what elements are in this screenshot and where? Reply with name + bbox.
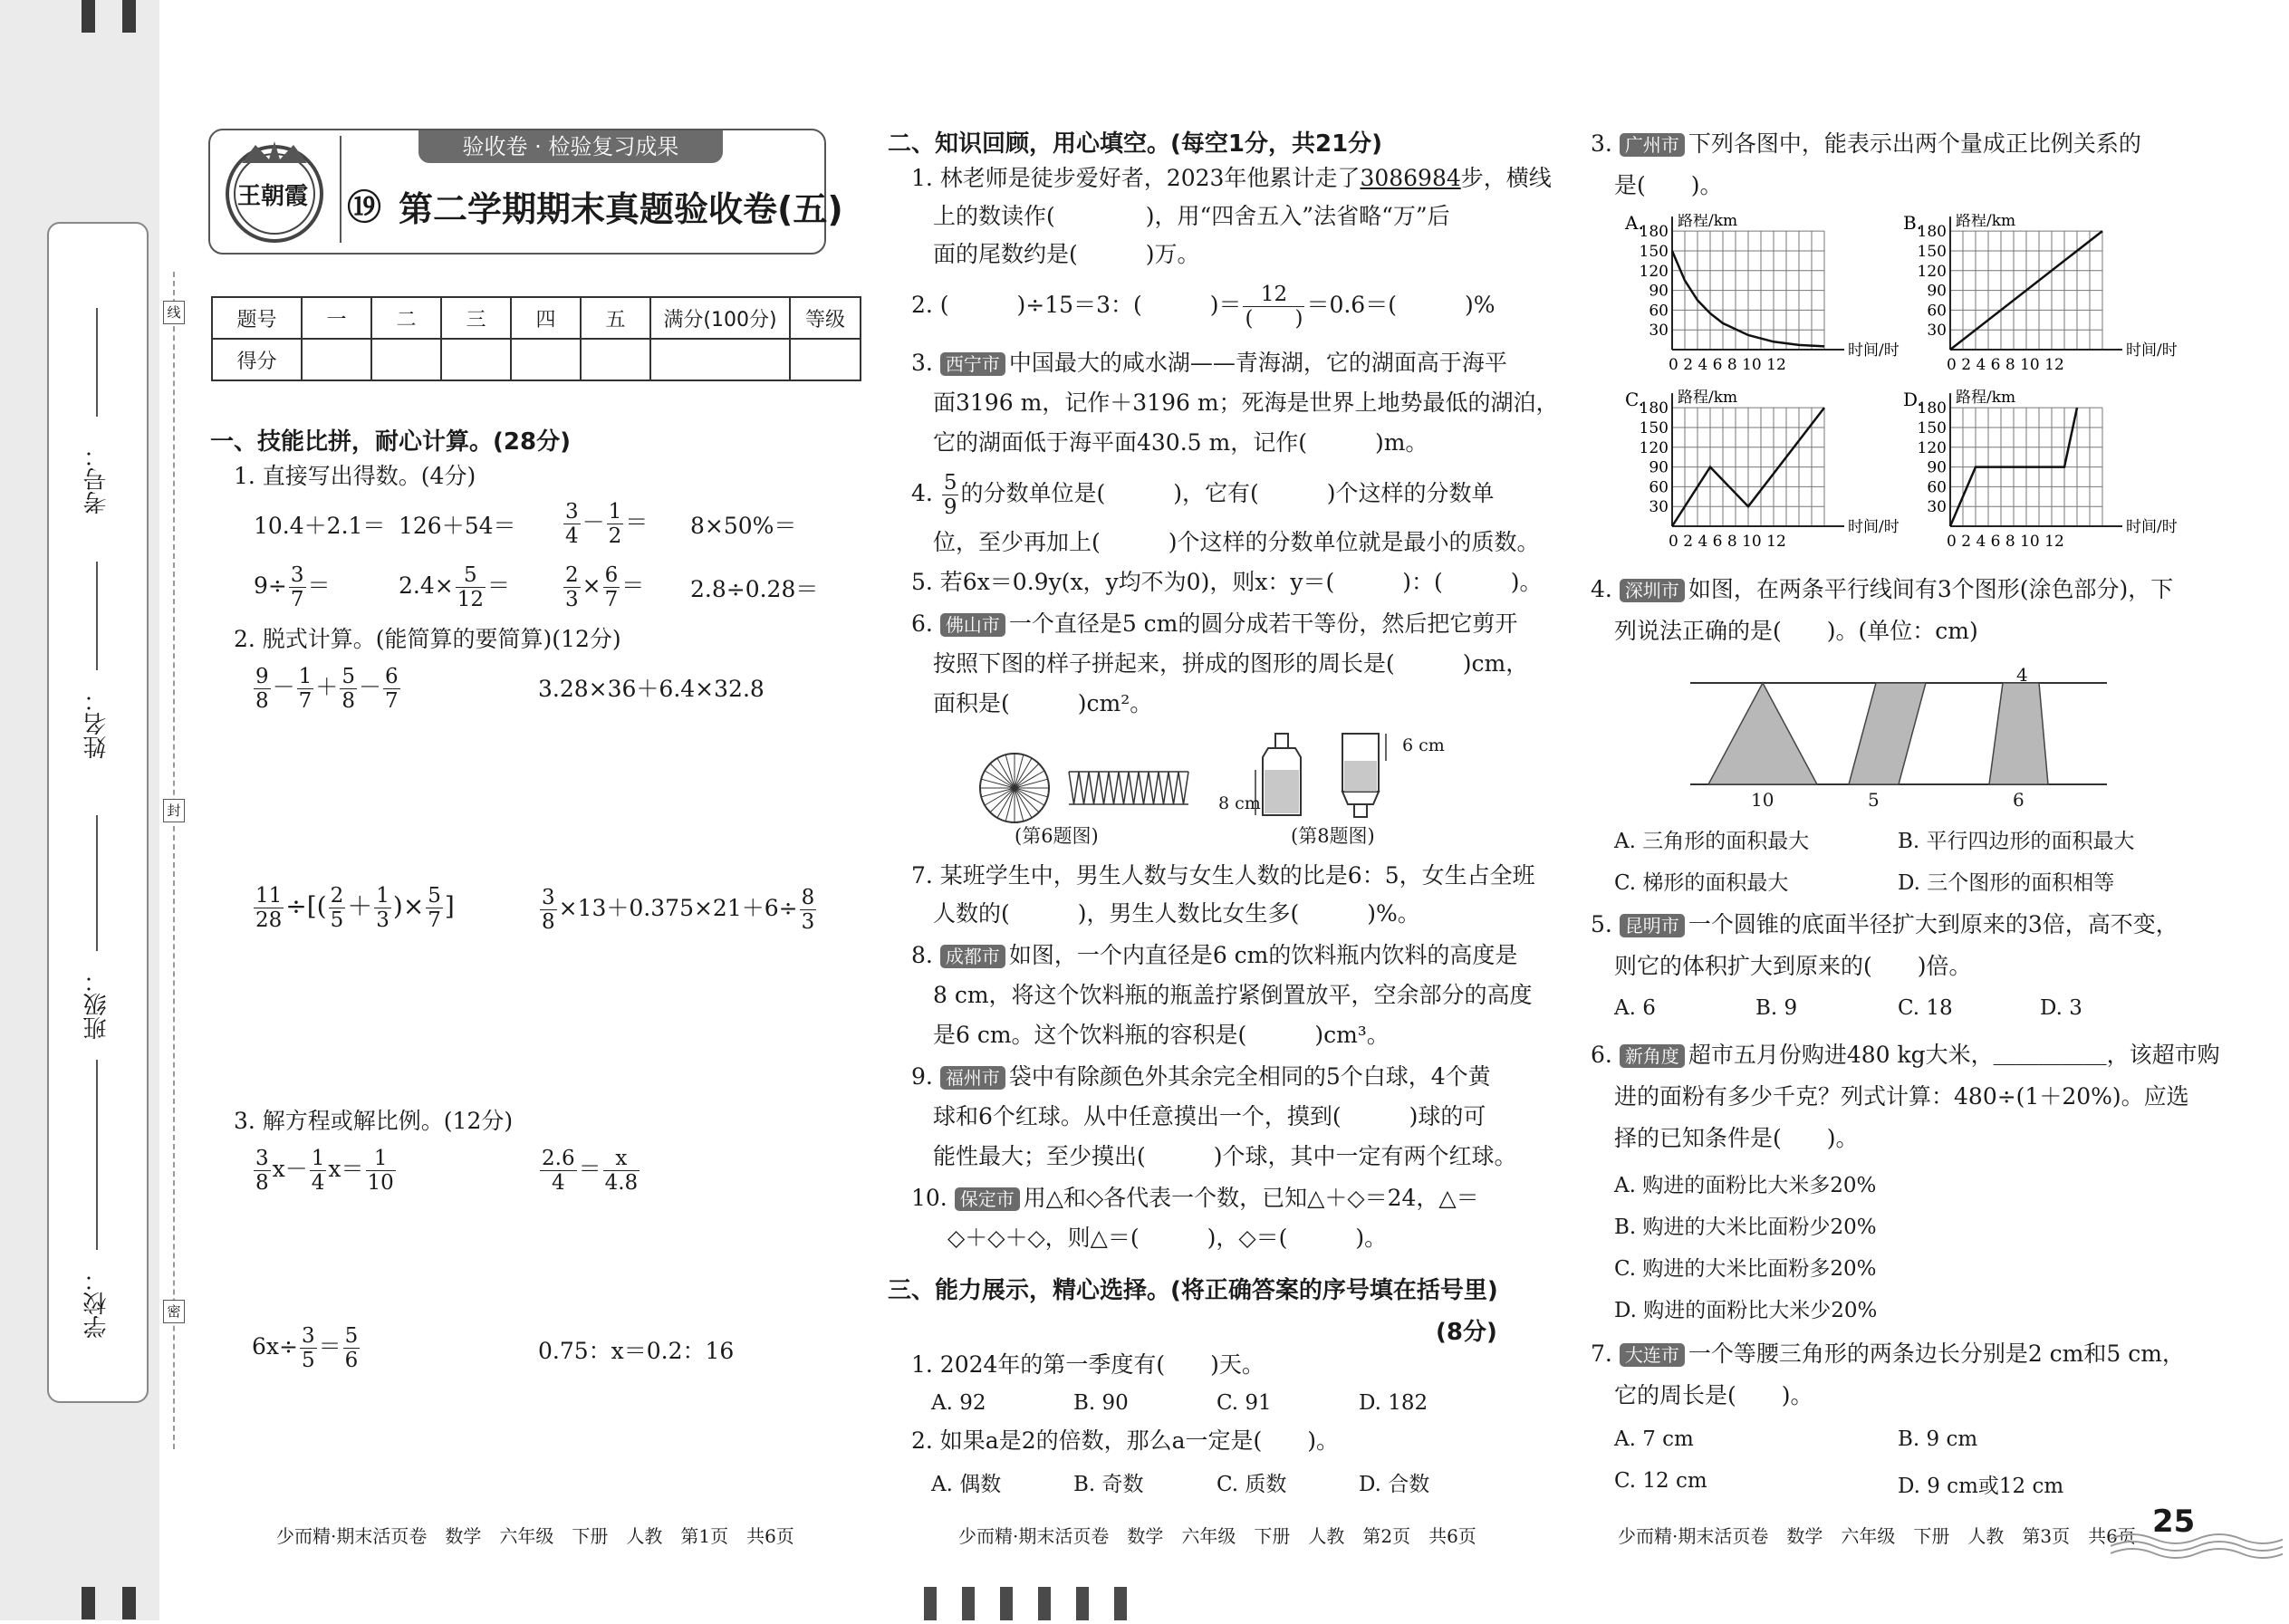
option-a[interactable]: A. 7 cm [1614,1427,1694,1451]
svg-text:150: 150 [1639,242,1669,261]
dim-label: 5 [1868,789,1880,811]
school-label: 学校： [83,1268,111,1339]
question-line: 位，至少再加上( )个这样的分数单位就是最小的质数。 [933,529,1540,555]
registration-bar [122,0,136,33]
wave-decoration [2111,1508,2283,1566]
table-cell: 得分 [212,339,302,380]
svg-text:路程/km: 路程/km [1678,389,1738,408]
section-3-title: 三、能力展示，精心选择。(将正确答案的序号填在括号里) [888,1277,1498,1304]
question: 5. 昆明市 一个圆锥的底面半径扩大到原来的3倍，高不变， [1591,911,2178,937]
svg-text:120: 120 [1639,262,1669,281]
svg-text:0 2 4 6 8 10 12: 0 2 4 6 8 10 12 [1947,356,2064,374]
calc-item: 126＋54＝ [399,513,516,539]
score-cell[interactable] [790,339,861,380]
svg-text:90: 90 [1927,458,1947,477]
score-table [211,296,861,381]
dim-label: 10 [1751,789,1774,811]
score-cell[interactable] [511,339,581,380]
svg-text:60: 60 [1927,478,1947,497]
svg-text:0 2 4 6 8 10 12: 0 2 4 6 8 10 12 [1947,533,2064,551]
svg-text:150: 150 [1917,418,1947,437]
option-c[interactable]: C. 18 [1898,996,1953,1020]
exam-number: ⑲ [347,187,382,227]
name-line [96,562,98,670]
question: 6. 新角度 超市五月份购进480 kg大米，＿＿＿＿＿，该超市购 [1591,1042,2220,1068]
option-d[interactable]: D. 购进的面粉比大米少20% [1614,1299,1878,1322]
question: 1. 直接写出得数。(4分) [234,463,476,489]
option-b[interactable]: B. 平行四边形的面积最大 [1898,830,2135,853]
question: 3. 广州市 下列各图中，能表示出两个量成正比例关系的 [1591,130,2141,157]
svg-text:120: 120 [1639,438,1669,457]
svg-text:时间/时: 时间/时 [1848,518,1899,536]
option-d[interactable]: D. 3 [2040,996,2082,1020]
option-b[interactable]: B. 购进的大米比面粉少20% [1614,1216,1877,1239]
svg-text:路程/km: 路程/km [1678,214,1738,231]
question: 3. 解方程或解比例。(12分) [234,1108,514,1134]
graph-options [1611,214,2199,558]
footer: 少而精·期末活页卷 数学 六年级 下册 人教 第3页 共6页 [1618,1525,2136,1547]
table-cell: 一 [302,297,371,339]
logo-text: 王朝霞 [237,183,309,210]
question: 2. 脱式计算。(能简算的要简算)(12分) [234,626,621,652]
calc-item: 2.8÷0.28＝ [690,576,819,602]
option-c[interactable]: C. 梯形的面积最大 [1614,871,1789,895]
section-2-title: 二、知识回顾，用心填空。(每空1分，共21分) [888,130,1383,158]
svg-text:60: 60 [1927,302,1947,321]
calc-item: 8×50%＝ [690,513,797,539]
question-line: 上的数读作( )，用“四舍五入”法省略“万”后 [933,203,1450,229]
question-line: 是6 cm。这个饮料瓶的容积是( )cm³。 [933,1022,1390,1048]
page-number: 25 [2152,1504,2196,1540]
score-cell[interactable] [371,339,441,380]
question-line: 8 cm，将这个饮料瓶的瓶盖拧紧倒置放平，空余部分的高度 [933,982,1533,1008]
dim-label: 4 [2016,664,2028,686]
table-cell: 满分(100分) [650,297,790,339]
equation: $\frac{2.6}{4}$ ＝ $\frac{x}{4.8}$ [542,1147,639,1195]
score-cell[interactable] [581,339,650,380]
question-line: ◇＋◇＋◇，则△＝( )，◇＝( )。 [947,1225,1388,1251]
svg-text:B.: B. [1903,214,1923,235]
question-line: 面3196 m，记作＋3196 m；死海是世界上地势最低的湖泊， [933,389,1559,416]
exam-no-line [96,308,98,417]
svg-text:150: 150 [1639,418,1669,437]
option-a[interactable]: A. 购进的面粉比大米多20% [1614,1174,1877,1197]
question-line: 面积是( )cm²。 [933,690,1153,716]
svg-text:180: 180 [1917,399,1947,418]
score-cell[interactable] [302,339,371,380]
calc-item: $\frac{11}{28}$ ÷[( $\frac{2}{5}$ ＋ $\frac{1}{3}$ )× $\frac{5}{7}$ ] [255,884,455,932]
question-line: 它的周长是( )。 [1614,1382,1813,1408]
calc-item: $\frac{2}{3}$ × $\frac{6}{7}$ ＝ [565,563,645,611]
option-d[interactable]: D. 三个图形的面积相等 [1898,871,2115,895]
calc-item: $\frac{3}{8}$ ×13＋0.375×21＋6÷ $\frac{8}{3}$ [542,886,815,934]
table-cell: 三 [441,297,511,339]
question: 7. 大连市 一个等腰三角形的两条边长分别是2 cm和5 cm， [1591,1341,2185,1367]
option-a[interactable]: A. 92 [931,1391,986,1415]
dim-label: 6 cm [1402,735,1445,755]
footer: 少而精·期末活页卷 数学 六年级 下册 人教 第1页 共6页 [276,1525,794,1547]
svg-text:30: 30 [1927,498,1947,517]
registration-bar [82,1587,95,1619]
question-line: 面的尾数约是( )万。 [933,241,1200,267]
figure-caption: (第8题图) [1291,825,1375,847]
question: 9. 福州市 袋中有除颜色外其余完全相同的5个白球，4个黄 [911,1063,1491,1090]
svg-text:120: 120 [1917,438,1947,457]
svg-text:30: 30 [1649,498,1669,517]
option-b[interactable]: B. 9 [1755,996,1798,1020]
question: 6. 佛山市 一个直径是5 cm的圆分成若干等份，然后把它剪开 [911,610,1518,637]
option-a[interactable]: A. 偶数 [931,1473,1002,1496]
section-1-title: 一、技能比拼，耐心计算。(28分) [210,428,571,456]
option-c[interactable]: C. 91 [1217,1391,1272,1415]
question-line: 球和6个红球。从中任意摸出一个，摸到( )球的可 [933,1103,1486,1129]
question-line: 按照下图的样子拼起来，拼成的图形的周长是( )cm， [933,650,1529,677]
question-line: 列说法正确的是( )。(单位：cm) [1614,618,1978,644]
option-a[interactable]: A. 6 [1614,996,1656,1020]
svg-text:60: 60 [1649,302,1669,321]
registration-bar [82,0,95,33]
option-b[interactable]: B. 90 [1073,1391,1129,1415]
name-label: 姓名： [83,688,111,759]
exam-title: 第二学期期末真题验收卷(五) [399,189,843,229]
question: 5. 若6x＝0.9y(x，y均不为0)，则x：y＝( )：( )。 [911,569,1543,595]
table-cell: 五 [581,297,650,339]
question-line: 人数的( )，男生人数比女生多( )%。 [933,900,1420,927]
school-line [96,1060,98,1250]
svg-text:180: 180 [1639,399,1669,418]
calc-item: $\frac{9}{8}$ － $\frac{1}{7}$ ＋ $\frac{5}{8}$ － $\frac{6}{7}$ [255,665,399,713]
calc-item: 9÷ $\frac{3}{7}$ ＝ [254,563,331,611]
score-cell[interactable] [441,339,511,380]
option-d[interactable]: D. 9 cm或12 cm [1898,1475,2064,1498]
exam-no-label: 考号： [83,444,111,514]
registration-bar [122,1587,136,1619]
score-cell[interactable] [650,339,790,380]
question: 10. 保定市 用△和◇各代表一个数，已知△＋◇＝24，△＝ [911,1185,1479,1211]
svg-text:60: 60 [1649,478,1669,497]
option-c[interactable]: C. 质数 [1217,1473,1287,1496]
svg-text:90: 90 [1649,282,1669,301]
question: 3. 西宁市 中国最大的咸水湖——青海湖，它的湖面高于海平 [911,350,1507,376]
dim-label: 6 [2013,789,2025,811]
svg-text:30: 30 [1649,322,1669,341]
question: 1. 2024年的第一季度有( )天。 [911,1351,1265,1378]
question: 8. 成都市 如图，一个内直径是6 cm的饮料瓶内饮料的高度是 [911,942,1518,968]
question: 2. ( )÷15＝3：( )＝ $\frac{12}{( )}$ ＝0.6＝( )% [911,283,1496,331]
figure-caption: (第6题图) [1015,825,1099,847]
section-3-points: (8分) [1436,1319,1497,1346]
question-line: 择的已知条件是( )。 [1614,1125,1859,1151]
seal-char: 线 [163,301,185,324]
svg-text:路程/km: 路程/km [1956,214,2016,231]
svg-text:90: 90 [1649,458,1669,477]
question: 4. 深圳市 如图，在两条平行线间有3个图形(涂色部分)，下 [1591,576,2174,602]
registration-bars [924,1587,1141,1620]
svg-text:90: 90 [1927,282,1947,301]
table-cell: 二 [371,297,441,339]
class-label: 班级： [83,969,111,1040]
svg-text:路程/km: 路程/km [1956,389,2016,408]
svg-text:0 2 4 6 8 10 12: 0 2 4 6 8 10 12 [1669,533,1786,551]
footer: 少而精·期末活页卷 数学 六年级 下册 人教 第2页 共6页 [958,1525,1476,1547]
option-c[interactable]: C. 12 cm [1614,1469,1707,1493]
option-b[interactable]: B. 奇数 [1073,1473,1144,1496]
question-line: 它的湖面低于海平面430.5 m，记作( )m。 [933,429,1428,456]
svg-text:0 2 4 6 8 10 12: 0 2 4 6 8 10 12 [1669,356,1786,374]
dim-label: 8 cm [1218,793,1261,813]
svg-text:时间/时: 时间/时 [2126,518,2178,536]
calc-item: 3.28×36＋6.4×32.8 [538,676,765,702]
question-line: 则它的体积扩大到原来的( )倍。 [1614,953,1972,979]
equation: 0.75：x＝0.2：16 [538,1338,735,1364]
question-line: 是( )。 [1614,172,1723,198]
calc-item: 10.4＋2.1＝ [254,513,386,539]
equation: $\frac{3}{8}$ x－ $\frac{1}{4}$ x＝ $\frac{1}{10}$ [255,1147,394,1195]
option-a[interactable]: A. 三角形的面积最大 [1614,830,1810,853]
question: 2. 如果a是2的倍数，那么a一定是( )。 [911,1427,1340,1454]
svg-text:150: 150 [1917,242,1947,261]
option-d[interactable]: D. 182 [1359,1391,1428,1415]
table-cell: 四 [511,297,581,339]
seal-dashed-line [173,272,175,1449]
svg-text:120: 120 [1917,262,1947,281]
calc-item: 2.4× $\frac{5}{12}$ ＝ [399,563,511,611]
question-line: 进的面粉有多少千克？列式计算：480÷(1＋20%)。应选 [1614,1083,2189,1110]
class-line [96,815,98,951]
title-divider [340,136,341,243]
banner: 验收卷 · 检验复习成果 [418,130,723,163]
svg-text:C.: C. [1625,389,1644,411]
question: 7. 某班学生中，男生人数与女生人数的比是6：5，女生占全班 [911,862,1535,889]
svg-text:时间/时: 时间/时 [1848,341,1899,360]
svg-text:D.: D. [1903,389,1923,411]
seal-char: 封 [163,799,185,822]
question: 4. $\frac{5}{9}$ 的分数单位是( )，它有( )个这样的分数单 [911,471,1495,519]
option-d[interactable]: D. 合数 [1359,1473,1430,1496]
svg-text:时间/时: 时间/时 [2126,341,2178,360]
question: 1. 林老师是徒步爱好者，2023年他累计走了3086984步，横线 [911,165,1552,191]
equation: 6x÷ $\frac{3}{5}$ ＝ $\frac{5}{6}$ [252,1324,359,1372]
seal-char: 密 [163,1300,185,1323]
calc-item: $\frac{3}{4}$ － $\frac{1}{2}$ ＝ [565,500,649,548]
student-info-box [47,222,149,1403]
svg-text:30: 30 [1927,322,1947,341]
question-line: 能性最大；至少摸出( )个球，其中一定有两个红球。 [933,1143,1517,1169]
svg-text:180: 180 [1639,223,1669,242]
svg-text:180: 180 [1917,223,1947,242]
option-b[interactable]: B. 9 cm [1898,1427,1978,1451]
table-cell: 题号 [212,297,302,339]
option-c[interactable]: C. 购进的大米比面粉多20% [1614,1257,1877,1281]
table-cell: 等级 [790,297,861,339]
svg-text:A.: A. [1625,214,1644,235]
